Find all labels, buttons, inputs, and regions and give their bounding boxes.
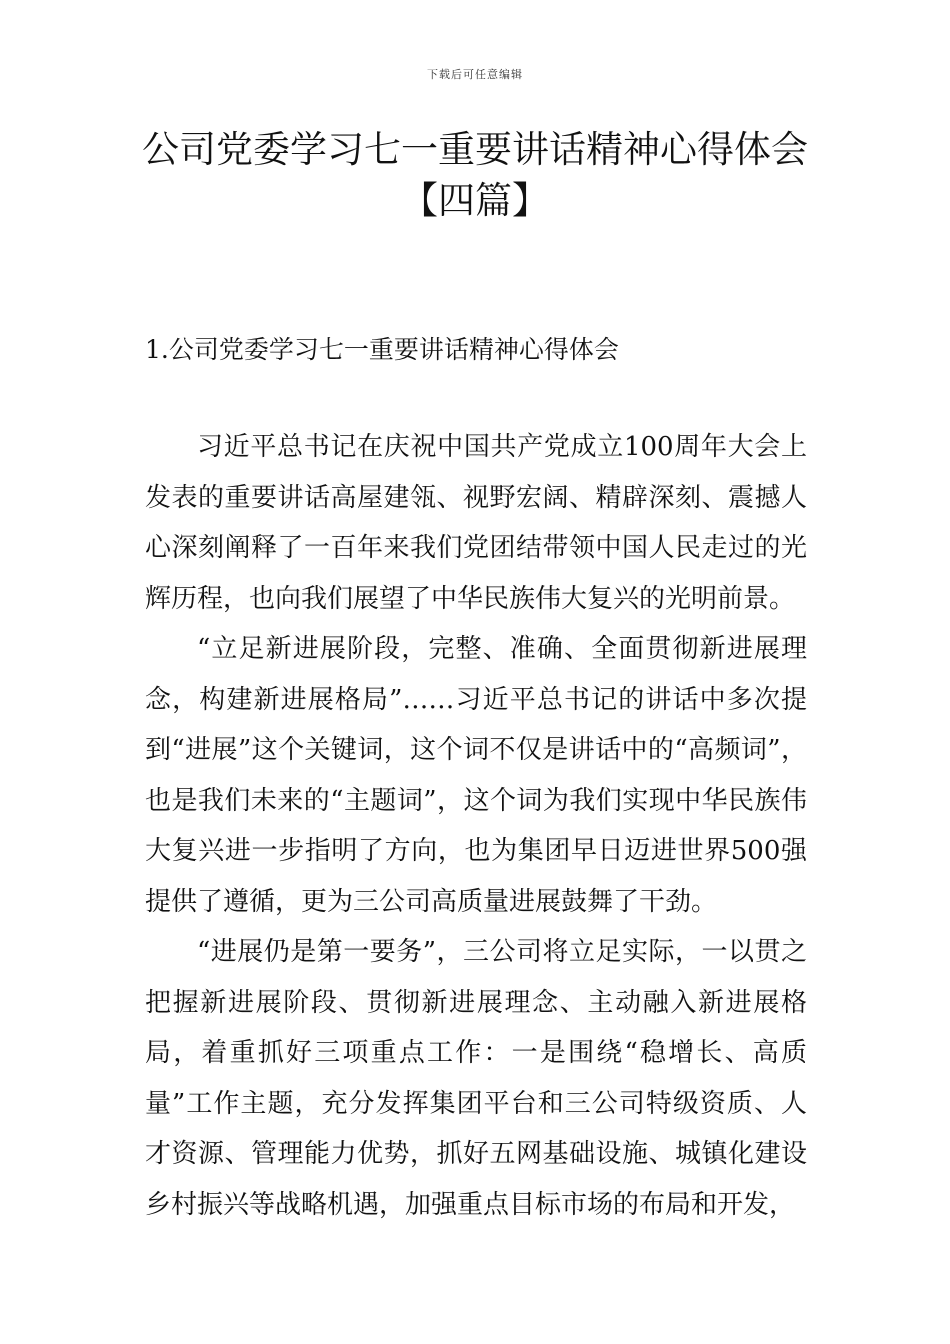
paragraph: “进展仍是第一要务”，三公司将立足实际，一以贯之把握新进展阶段、贯彻新进展理念、主动融入新进展格局，着重抓好三项重点工作：一是围绕“稳增长、高质量”工作主题，充分发挥集团平台和三公司特级资质、人才资源、管理能力优势，抓好五网基础设施、城镇化建设乡村振兴等战略机遇，加强重点目标市场的布局和开发， <box>145 937 807 1220</box>
body-text <box>145 422 807 1230</box>
document-title-line-1: 公司党委学习七一重要讲话精神心得体会 <box>142 128 808 171</box>
document-title <box>60 124 890 226</box>
section-heading: 1.公司党委学习七一重要讲话精神心得体会 <box>145 335 619 364</box>
header-note: 下载后可任意编辑 <box>427 68 523 81</box>
paragraph: “立足新进展阶段，完整、准确、全面贯彻新进展理念，构建新进展格局”……习近平总书记的讲话中多次提到“进展”这个关键词，这个词不仅是讲话中的“高频词”，也是我们未来的“主题词”，这个词为我们实现中华民族伟大复兴进一步指明了方向，也为集团早日迈进世界500强提供了遵循，更为三公司高质量进展鼓舞了干劲。 <box>145 634 807 917</box>
document-title-line-2: 【四篇】 <box>401 179 549 222</box>
paragraph: 习近平总书记在庆祝中国共产党成立100周年大会上发表的重要讲话高屋建瓴、视野宏阔、精辟深刻、震撼人心深刻阐释了一百年来我们党团结带领中国人民走过的光辉历程，也向我们展望了中华民族伟大复兴的光明前景。 <box>145 432 807 614</box>
